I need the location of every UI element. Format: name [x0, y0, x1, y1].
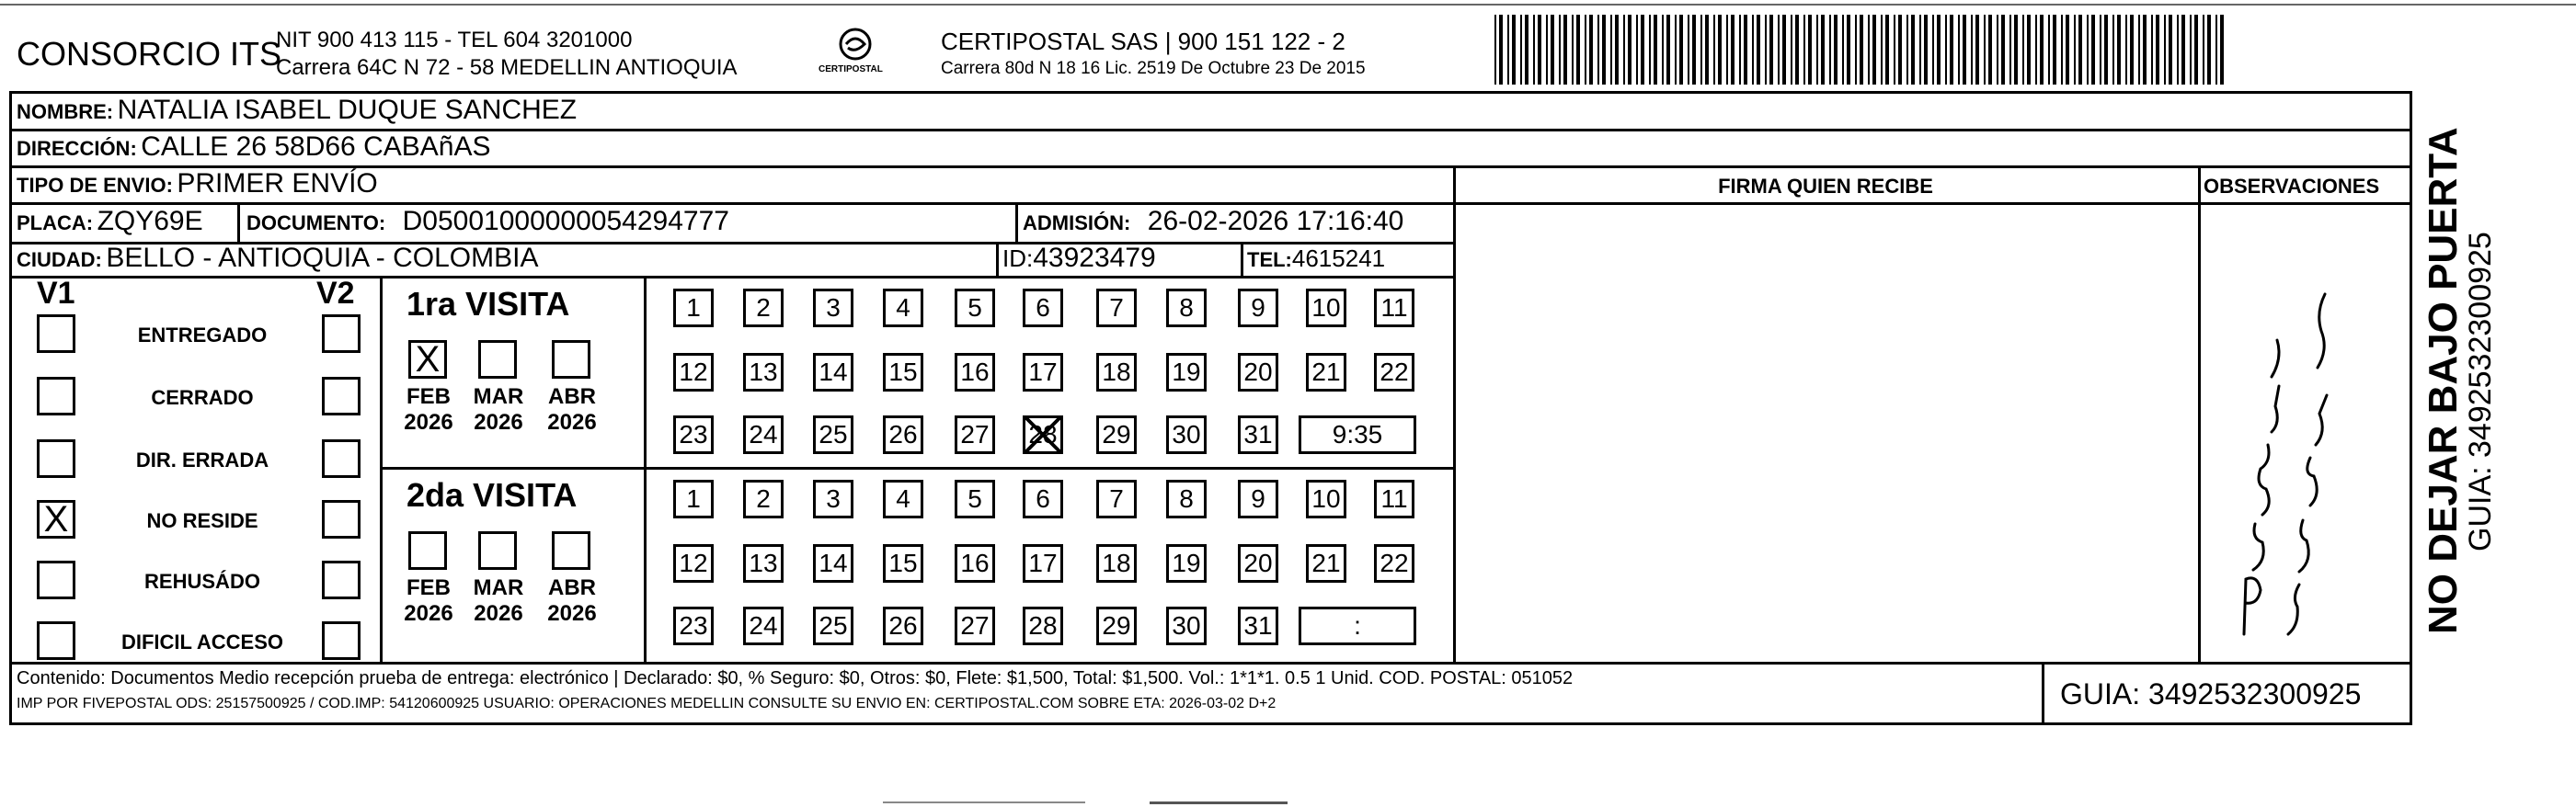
first-visit-day-6[interactable]: 6: [1023, 289, 1063, 327]
barcode-bar: [1984, 15, 1986, 85]
top-edge-line: [0, 4, 2576, 6]
v1-label: V1: [37, 276, 75, 311]
v1-checkbox[interactable]: [37, 561, 75, 599]
first-visit-day-3[interactable]: 3: [813, 289, 853, 327]
barcode-bar: [1975, 15, 1979, 85]
v1-checkbox[interactable]: [37, 621, 75, 660]
tel-row: [1247, 244, 1385, 273]
observaciones-label: OBSERVACIONES: [2204, 175, 2380, 198]
second-visit-day-7[interactable]: 7: [1096, 480, 1137, 518]
second-visit-day-3[interactable]: 3: [813, 480, 853, 518]
barcode-bar: [1520, 15, 1522, 85]
second-visit-day-5[interactable]: 5: [955, 480, 995, 518]
first-visit-month-checkbox[interactable]: [478, 340, 517, 379]
barcode-bar: [2091, 15, 2095, 85]
first-visit-day-11[interactable]: 11: [1374, 289, 1414, 327]
barcode-bar: [2053, 15, 2056, 85]
barcode-bar: [1821, 15, 1825, 85]
barcode-bar: [1778, 15, 1780, 85]
barcode-bar: [1919, 15, 1921, 85]
id-value: 43923479: [1033, 243, 1156, 273]
second-visit-day-25[interactable]: 25: [813, 607, 853, 645]
month-year: 2026: [547, 601, 597, 626]
first-visit-day-13[interactable]: 13: [743, 353, 784, 392]
month-name: FEB: [406, 384, 451, 409]
barcode: [1494, 15, 2230, 85]
first-visit-day-4[interactable]: 4: [883, 289, 923, 327]
barcode-bar: [2087, 15, 2089, 85]
v2-checkbox[interactable]: [322, 561, 361, 599]
footer-guia-divider: [2042, 662, 2044, 725]
second-visit-day-20[interactable]: 20: [1238, 544, 1278, 583]
visit-mid-line: [380, 467, 1456, 470]
second-visit-day-24[interactable]: 24: [743, 607, 784, 645]
barcode-bar: [1847, 15, 1850, 85]
barcode-bar: [1726, 15, 1728, 85]
barcode-bar: [1713, 15, 1715, 85]
logo-text: CERTIPOSTAL: [819, 64, 883, 74]
second-visit-day-21[interactable]: 21: [1306, 544, 1346, 583]
barcode-bar: [1572, 15, 1574, 85]
barcode-bar: [1872, 15, 1876, 85]
first-visit-day-14[interactable]: 14: [813, 353, 853, 392]
barcode-bar: [1894, 15, 1895, 85]
placa-value: ZQY69E: [97, 206, 203, 236]
barcode-bar: [1507, 15, 1509, 85]
barcode-bar: [2177, 15, 2179, 85]
first-visit-day-18[interactable]: 18: [1096, 353, 1137, 392]
barcode-bar: [1546, 15, 1548, 85]
second-visit-day-22[interactable]: 22: [1374, 544, 1414, 583]
certipostal-line1: CERTIPOSTAL SAS | 900 151 122 - 2: [941, 28, 1345, 55]
second-visit-day-10[interactable]: 10: [1306, 480, 1346, 518]
barcode-bar: [1662, 15, 1664, 85]
barcode-bar: [1937, 15, 1941, 85]
nombre-label: NOMBRE:: [17, 100, 114, 123]
first-visit-day-24[interactable]: 24: [743, 415, 784, 454]
first-visit-month-label: [544, 384, 600, 436]
first-visit-day-7[interactable]: 7: [1096, 289, 1137, 327]
barcode-bar: [2164, 15, 2166, 85]
certipostal-line2: Carrera 80d N 18 16 Lic. 2519 De Octubre 23 De 2015: [941, 59, 1366, 78]
first-visit-day-29[interactable]: 29: [1096, 415, 1137, 454]
tipo-label: TIPO DE ENVIO:: [17, 174, 173, 197]
barcode-bar: [2215, 15, 2217, 85]
barcode-bar: [1932, 15, 1934, 85]
barcode-bar: [1769, 15, 1773, 85]
first-visit-day-5[interactable]: 5: [955, 289, 995, 327]
first-visit-day-27[interactable]: 27: [955, 415, 995, 454]
tipo-row: [17, 168, 378, 199]
tel-value: 4615241: [1291, 244, 1386, 272]
first-visit-day-17[interactable]: 17: [1023, 353, 1063, 392]
barcode-bar: [1834, 15, 1838, 85]
barcode-bar: [2066, 15, 2069, 85]
barcode-bar: [1911, 15, 1915, 85]
first-visit-day-23[interactable]: 23: [673, 415, 714, 454]
id-divider: [996, 242, 999, 276]
barcode-bar: [1538, 15, 1541, 85]
barcode-bar: [2207, 15, 2211, 85]
month-name: FEB: [406, 575, 451, 600]
barcode-bar: [1808, 15, 1812, 85]
certipostal-logo: [809, 26, 901, 81]
obs-left-divider: [2198, 165, 2201, 662]
barcode-bar: [2040, 15, 2044, 85]
status-label: CERRADO: [151, 386, 254, 409]
barcode-bar: [2125, 15, 2127, 85]
month-year: 2026: [547, 410, 597, 435]
second-visit-day-11[interactable]: 11: [1374, 480, 1414, 518]
footer-line1: Contenido: Documentos Medio recepción prueba de entrega: electrónico | Declarado: $0, % Seguro: $0, Otros: $0, Flete: $1,500, Total: $1,500. Vol.: 1*1*1. 0.5 1 Unid. COD. POSTAL: 051052: [17, 668, 1574, 688]
company-name: CONSORCIO ITS: [17, 35, 282, 73]
firma-label: FIRMA QUIEN RECIBE: [1718, 175, 1933, 198]
second-visit-day-16[interactable]: 16: [955, 544, 995, 583]
barcode-bar: [1731, 15, 1735, 85]
placa-row: [17, 206, 203, 237]
second-visit-day-26[interactable]: 26: [883, 607, 923, 645]
barcode-bar: [2194, 15, 2198, 85]
month-year: 2026: [404, 410, 453, 435]
tel-divider: [1241, 242, 1243, 276]
barcode-bar: [2048, 15, 2050, 85]
v2-checkbox[interactable]: [322, 621, 361, 660]
first-visit-day-19[interactable]: 19: [1166, 353, 1207, 392]
admision-row: [1023, 206, 1403, 237]
signature: [2207, 248, 2345, 653]
second-visit-day-18[interactable]: 18: [1096, 544, 1137, 583]
barcode-bar: [1744, 15, 1747, 85]
barcode-bar: [2035, 15, 2037, 85]
barcode-bar: [1576, 15, 1580, 85]
barcode-bar: [1898, 15, 1902, 85]
barcode-bar: [1641, 15, 1644, 85]
placa-divider: [237, 202, 240, 242]
first-visit-day-8[interactable]: 8: [1166, 289, 1207, 327]
barcode-bar: [1958, 15, 1960, 85]
first-visit-day-22[interactable]: 22: [1374, 353, 1414, 392]
second-visit-day-4[interactable]: 4: [883, 480, 923, 518]
barcode-bar: [1950, 15, 1953, 85]
barcode-bar: [1906, 15, 1908, 85]
second-visit-day-12[interactable]: 12: [673, 544, 714, 583]
barcode-bar: [1963, 15, 1966, 85]
barcode-bar: [1563, 15, 1567, 85]
month-year: 2026: [474, 601, 523, 626]
barcode-bar: [1868, 15, 1870, 85]
barcode-bar: [2169, 15, 2172, 85]
v2-checkbox[interactable]: [322, 500, 361, 539]
barcode-bar: [1718, 15, 1722, 85]
barcode-bar: [2074, 15, 2076, 85]
barcode-bar: [1589, 15, 1593, 85]
barcode-bar: [2130, 15, 2134, 85]
side-warning: NO DEJAR BAJO PUERTA: [2421, 127, 2466, 634]
barcode-bar: [1945, 15, 1947, 85]
first-visit-day-2[interactable]: 2: [743, 289, 784, 327]
side-guia: GUIA: 3492532300925: [2463, 232, 2498, 551]
admision-label: ADMISIÓN:: [1023, 211, 1131, 234]
firma-left-divider: [1453, 165, 1456, 662]
status-label: NO RESIDE: [146, 509, 258, 532]
month-name: MAR: [473, 575, 524, 600]
nombre-row: [17, 95, 577, 126]
admision-divider: [1015, 202, 1018, 242]
bottom-faint-line-1: [883, 801, 1085, 803]
first-visit-month-label: [471, 384, 526, 436]
barcode-bar: [1795, 15, 1799, 85]
barcode-bar: [1752, 15, 1754, 85]
barcode-bar: [1494, 15, 1496, 85]
barcode-bar: [1971, 15, 1973, 85]
barcode-bar: [1860, 15, 1863, 85]
barcode-bar: [2220, 15, 2224, 85]
status-label: DIFICIL ACCESO: [120, 631, 283, 654]
v2-checkbox[interactable]: [322, 377, 361, 415]
barcode-bar: [1675, 15, 1677, 85]
barcode-bar: [2143, 15, 2147, 85]
barcode-bar: [1615, 15, 1619, 85]
address-line: Carrera 64C N 72 - 58 MEDELLIN ANTIOQUIA: [276, 55, 738, 80]
bottom-faint-line-2: [1150, 801, 1288, 804]
barcode-bar: [1739, 15, 1741, 85]
barcode-bar: [2009, 15, 2011, 85]
first-visit-day-10[interactable]: 10: [1306, 289, 1346, 327]
ciudad-label: CIUDAD:: [17, 248, 102, 271]
ciudad-value: BELLO - ANTIOQUIA - COLOMBIA: [106, 243, 539, 273]
barcode-bar: [1842, 15, 1844, 85]
second-visit-title: 2da VISITA: [406, 476, 578, 514]
barcode-bar: [2104, 15, 2108, 85]
first-visit-day-31[interactable]: 31: [1238, 415, 1278, 454]
signature-icon: [2207, 248, 2345, 653]
first-visit-day-21[interactable]: 21: [1306, 353, 1346, 392]
barcode-bar: [2001, 15, 2005, 85]
id-label: ID:: [1002, 244, 1034, 272]
first-visit-day-1[interactable]: 1: [673, 289, 714, 327]
second-visit-month-checkbox[interactable]: [552, 531, 590, 570]
barcode-bar: [1512, 15, 1516, 85]
status-label: DIR. ERRADA: [135, 449, 269, 472]
barcode-bar: [2112, 15, 2114, 85]
first-visit-day-28[interactable]: 28: [1023, 415, 1063, 454]
barcode-bar: [1757, 15, 1760, 85]
first-visit-day-9[interactable]: 9: [1238, 289, 1278, 327]
barcode-bar: [2022, 15, 2024, 85]
second-visit-day-9[interactable]: 9: [1238, 480, 1278, 518]
first-visit-day-25[interactable]: 25: [813, 415, 853, 454]
row-line-3: [9, 202, 2412, 205]
second-visit-day-13[interactable]: 13: [743, 544, 784, 583]
first-visit-title: 1ra VISITA: [406, 285, 570, 323]
barcode-bar: [1924, 15, 1928, 85]
barcode-bar: [1688, 15, 1689, 85]
barcode-bar: [1636, 15, 1638, 85]
first-visit-day-30[interactable]: 30: [1166, 415, 1207, 454]
barcode-bar: [2027, 15, 2031, 85]
barcode-bar: [1791, 15, 1792, 85]
id-row: [1002, 243, 1156, 274]
month-year: 2026: [474, 410, 523, 435]
barcode-bar: [1816, 15, 1818, 85]
month-year: 2026: [404, 601, 453, 626]
barcode-bar: [1649, 15, 1651, 85]
second-visit-day-6[interactable]: 6: [1023, 480, 1063, 518]
nombre-value: NATALIA ISABEL DUQUE SANCHEZ: [117, 95, 578, 125]
second-visit-day-8[interactable]: 8: [1166, 480, 1207, 518]
barcode-bar: [2117, 15, 2121, 85]
v1-checkbox[interactable]: X: [37, 500, 75, 539]
documento-label: DOCUMENTO:: [246, 211, 386, 234]
barcode-bar: [1499, 15, 1503, 85]
second-visit-month-label: [471, 575, 526, 627]
direccion-row: [17, 131, 490, 163]
second-visit-month-label: [401, 575, 456, 627]
ciudad-row: [17, 243, 538, 274]
barcode-bar: [1988, 15, 1992, 85]
barcode-bar: [1782, 15, 1786, 85]
documento-value: D05001000000054294777: [402, 206, 729, 236]
second-visit-day-31[interactable]: 31: [1238, 607, 1278, 645]
v2-checkbox[interactable]: [322, 314, 361, 353]
second-visit-month-checkbox[interactable]: [478, 531, 517, 570]
second-visit-day-15[interactable]: 15: [883, 544, 923, 583]
barcode-bar: [1525, 15, 1528, 85]
barcode-bar: [2190, 15, 2192, 85]
placa-label: PLACA:: [17, 211, 94, 234]
barcode-bar: [1885, 15, 1889, 85]
barcode-bar: [1628, 15, 1631, 85]
month-name: ABR: [548, 575, 596, 600]
second-visit-day-1[interactable]: 1: [673, 480, 714, 518]
second-visit-day-19[interactable]: 19: [1166, 544, 1207, 583]
v1-checkbox[interactable]: [37, 377, 75, 415]
second-visit-day-2[interactable]: 2: [743, 480, 784, 518]
barcode-bar: [2061, 15, 2063, 85]
month-name: ABR: [548, 384, 596, 409]
tipo-value: PRIMER ENVÍO: [177, 168, 378, 199]
barcode-bar: [2156, 15, 2159, 85]
footer-guia: GUIA: 3492532300925: [2060, 677, 2362, 710]
barcode-bar: [1602, 15, 1606, 85]
barcode-bar: [2100, 15, 2101, 85]
first-visit-day-16[interactable]: 16: [955, 353, 995, 392]
v2-label: V2: [316, 276, 355, 311]
barcode-bar: [1551, 15, 1554, 85]
status-label: ENTREGADO: [137, 324, 268, 347]
second-visit-month-label: [544, 575, 600, 627]
barcode-bar: [2181, 15, 2185, 85]
first-visit-day-20[interactable]: 20: [1238, 353, 1278, 392]
barcode-bar: [1610, 15, 1612, 85]
barcode-bar: [1597, 15, 1599, 85]
second-visit-day-17[interactable]: 17: [1023, 544, 1063, 583]
second-visit-month-checkbox[interactable]: [408, 531, 447, 570]
second-visit-day-29[interactable]: 29: [1096, 607, 1137, 645]
barcode-bar: [2151, 15, 2153, 85]
second-visit-time-box[interactable]: :: [1299, 607, 1416, 645]
row-line-5: [9, 276, 1456, 278]
direccion-value: CALLE 26 58D66 CABAñAS: [141, 131, 491, 162]
barcode-bar: [1700, 15, 1702, 85]
barcode-bar: [1654, 15, 1657, 85]
admision-value: 26-02-2026 17:16:40: [1147, 206, 1404, 236]
v1-checkbox[interactable]: [37, 314, 75, 353]
footer-line2: IMP POR FIVEPOSTAL ODS: 25157500925 / COD.IMP: 54120600925 USUARIO: OPERACIONES MEDELLIN CONSULTE SU ENVIO EN: CERTIPOSTAL.COM SOBRE ETA: 2026-03-02 D+2: [17, 696, 1277, 711]
barcode-bar: [2203, 15, 2204, 85]
direccion-label: DIRECCIÓN:: [17, 137, 137, 160]
second-visit-day-27[interactable]: 27: [955, 607, 995, 645]
first-visit-day-26[interactable]: 26: [883, 415, 923, 454]
first-visit-day-15[interactable]: 15: [883, 353, 923, 392]
barcode-bar: [1803, 15, 1805, 85]
barcode-bar: [1559, 15, 1561, 85]
barcode-bar: [2138, 15, 2140, 85]
tel-label: TEL:: [1247, 248, 1292, 271]
barcode-bar: [1829, 15, 1831, 85]
barcode-icon: [1494, 15, 2230, 85]
first-visit-time-box[interactable]: 9:35: [1299, 415, 1416, 454]
barcode-bar: [1666, 15, 1670, 85]
month-name: MAR: [473, 384, 524, 409]
barcode-bar: [1855, 15, 1857, 85]
barcode-bar: [1997, 15, 1998, 85]
barcode-bar: [2014, 15, 2018, 85]
first-visit-day-12[interactable]: 12: [673, 353, 714, 392]
first-visit-month-checkbox[interactable]: [552, 340, 590, 379]
barcode-bar: [1765, 15, 1767, 85]
first-visit-month-checkbox[interactable]: X: [408, 340, 447, 379]
status-label: REHUSÁDO: [144, 570, 260, 593]
barcode-bar: [1692, 15, 1696, 85]
second-visit-day-28[interactable]: 28: [1023, 607, 1063, 645]
second-visit-day-14[interactable]: 14: [813, 544, 853, 583]
barcode-bar: [1623, 15, 1625, 85]
footer-top-line: [9, 662, 2412, 665]
barcode-bar: [2078, 15, 2082, 85]
v1-checkbox[interactable]: [37, 439, 75, 478]
v2-checkbox[interactable]: [322, 439, 361, 478]
second-visit-day-23[interactable]: 23: [673, 607, 714, 645]
first-visit-month-label: [401, 384, 456, 436]
documento-row: [246, 206, 729, 237]
barcode-bar: [1881, 15, 1883, 85]
nit-line: NIT 900 413 115 - TEL 604 3201000: [276, 28, 633, 52]
barcode-bar: [1533, 15, 1535, 85]
barcode-bar: [1705, 15, 1709, 85]
barcode-bar: [1679, 15, 1683, 85]
barcode-bar: [1585, 15, 1586, 85]
second-visit-day-30[interactable]: 30: [1166, 607, 1207, 645]
